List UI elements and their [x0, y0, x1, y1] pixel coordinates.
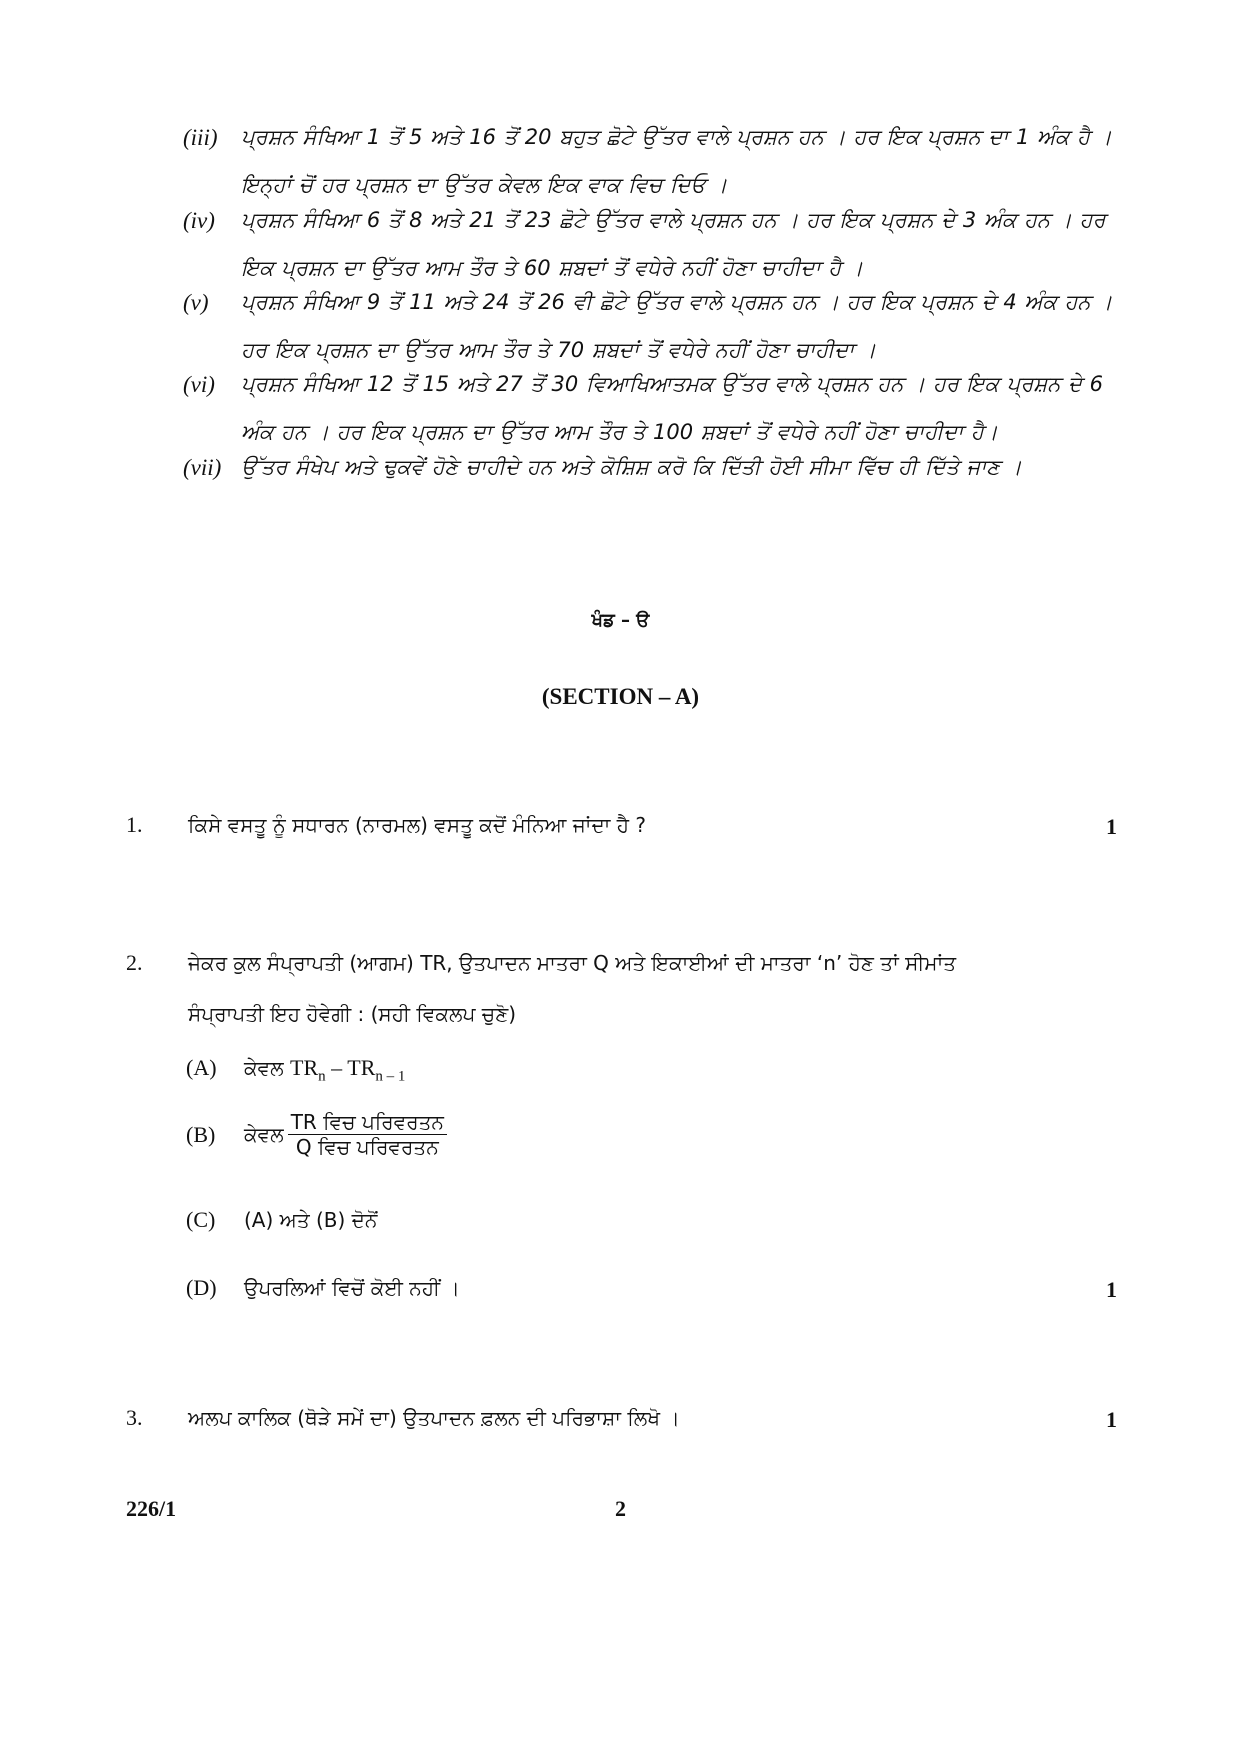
option-prefix: ਕੇਵਲ — [244, 1122, 284, 1147]
instruction-text: ਪ੍ਰਸ਼ਨ ਸੰਖਿਆ 9 ਤੋਂ 11 ਅਤੇ 24 ਤੋਂ 26 ਵੀ ਛੋਟੇ ਉੱਤਰ ਵਾਲੇ ਪ੍ਰਸ਼ਨ ਹਨ । ਹਰ ਇਕ ਪ੍ਰਸ਼ਨ ਦੇ 4 ਅੰਕ ਹਨ । ਹਰ ਇਕ ਪ੍ਰਸ਼ਨ ਦਾ ਉੱਤਰ ਆਮ ਤੌਰ ਤੇ 70 ਸ਼ਬਦਾਂ ਤੋਂ ਵਧੇਰੇ ਨਹੀਂ ਹੋਣਾ ਚਾਹੀਦਾ । — [241, 290, 1113, 362]
option-label: (D) — [186, 1275, 217, 1300]
option-a — [186, 1055, 405, 1085]
option-c — [186, 1207, 377, 1233]
option-prefix: ਕੇਵਲ — [244, 1056, 284, 1080]
instruction-text: ਪ੍ਰਸ਼ਨ ਸੰਖਿਆ 12 ਤੋਂ 15 ਅਤੇ 27 ਤੋਂ 30 ਵਿਆਖਿਆਤਮਕ ਉੱਤਰ ਵਾਲੇ ਪ੍ਰਸ਼ਨ ਹਨ । ਹਰ ਇਕ ਪ੍ਰਸ਼ਨ ਦੇ 6 ਅੰਕ ਹਨ । ਹਰ ਇਕ ਪ੍ਰਸ਼ਨ ਦਾ ਉੱਤਰ ਆਮ ਤੌਰ ਤੇ 100 ਸ਼ਬਦਾਂ ਤੋਂ ਵਧੇਰੇ ਨਹੀਂ ਹੋਣਾ ਚਾਹੀਦਾ ਹੈ। — [241, 372, 1103, 444]
question-number: 2. — [126, 950, 143, 975]
question-2 — [126, 950, 1116, 1040]
option-label: (C) — [186, 1207, 216, 1232]
paper-code: 226/1 — [126, 1496, 177, 1521]
option-b — [186, 1110, 447, 1159]
option-text: ਉਪਰਲਿਆਂ ਵਿਚੋਂ ਕੋਈ ਨਹੀਂ । — [244, 1276, 460, 1300]
section-heading-english: (SECTION – A) — [541, 684, 700, 709]
option-d — [186, 1275, 460, 1301]
question-text-line-1: ਜੇਕਰ ਕੁਲ ਸੰਪ੍ਰਾਪਤੀ (ਆਗਮ) TR, ਉਤਪਾਦਨ ਮਾਤਰਾ Q ਅਤੇ ਇਕਾਈਆਂ ਦੀ ਮਾਤਰਾ ‘n’ ਹੋਣ ਤਾਂ ਸੀਮਾਂਤ — [188, 951, 957, 975]
instruction-number: (vii) — [183, 455, 222, 480]
instruction-item — [183, 455, 1123, 491]
instruction-number: (iv) — [183, 208, 215, 233]
fraction-denominator: Q ਵਿਚ ਪਰਿਵਰਤਨ — [295, 1135, 439, 1159]
question-text: ਅਲਪ ਕਾਲਿਕ (ਥੋੜੇ ਸਮੇਂ ਦਾ) ਉਤਪਾਦਨ ਫ਼ਲਨ ਦੀ ਪਰਿਭਾਸ਼ਾ ਲਿਖੋ । — [188, 1406, 680, 1430]
instruction-number: (v) — [183, 290, 209, 315]
question-number: 3. — [126, 1405, 143, 1430]
question-3 — [126, 1405, 1116, 1444]
option-label: (A) — [186, 1055, 217, 1080]
instruction-text: ਪ੍ਰਸ਼ਨ ਸੰਖਿਆ 6 ਤੋਂ 8 ਅਤੇ 21 ਤੋਂ 23 ਛੋਟੇ ਉੱਤਰ ਵਾਲੇ ਪ੍ਰਸ਼ਨ ਹਨ । ਹਰ ਇਕ ਪ੍ਰਸ਼ਨ ਦੇ 3 ਅੰਕ ਹਨ । ਹਰ ਇਕ ਪ੍ਰਸ਼ਨ ਦਾ ਉੱਤਰ ਆਮ ਤੌਰ ਤੇ 60 ਸ਼ਬਦਾਂ ਤੋਂ ਵਧੇਰੇ ਨਹੀਂ ਹੋਣਾ ਚਾਹੀਦਾ ਹੈ । — [241, 208, 1106, 280]
question-number: 1. — [126, 812, 143, 837]
page-number: 2 — [615, 1496, 626, 1521]
option-text: (A) ਅਤੇ (B) ਦੋਨੋਂ — [244, 1208, 378, 1232]
option-fraction — [288, 1110, 447, 1159]
fraction-numerator: TR ਵਿਚ ਪਰਿਵਰਤਨ — [288, 1110, 447, 1135]
option-label: (B) — [186, 1121, 216, 1147]
section-heading-punjabi: ਖੰਡ – ੳ — [591, 610, 650, 631]
marks-q2: 1 — [1106, 1277, 1117, 1302]
option-formula: $TR_n - TR_{n - 1}$ — [290, 1055, 406, 1085]
marks-q3: 1 — [1106, 1407, 1117, 1432]
question-text-line-2: ਸੰਪ੍ਰਾਪਤੀ ਇਹ ਹੋਵੇਗੀ : (ਸਹੀ ਵਿਕਲਪ ਚੁਣੋ) — [188, 1002, 517, 1026]
instruction-number: (vi) — [183, 372, 215, 397]
question-1 — [126, 812, 1116, 851]
instruction-text: ਪ੍ਰਸ਼ਨ ਸੰਖਿਆ 1 ਤੋਂ 5 ਅਤੇ 16 ਤੋਂ 20 ਬਹੁਤ ਛੋਟੇ ਉੱਤਰ ਵਾਲੇ ਪ੍ਰਸ਼ਨ ਹਨ । ਹਰ ਇਕ ਪ੍ਰਸ਼ਨ ਦਾ 1 ਅੰਕ ਹੈ । ਇਨ੍ਹਾਂ ਚੋਂ ਹਰ ਪ੍ਰਸ਼ਨ ਦਾ ਉੱਤਰ ਕੇਵਲ ਇਕ ਵਾਕ ਵਿਚ ਦਿਓ । — [241, 125, 1112, 197]
instruction-text: ਉੱਤਰ ਸੰਖੇਪ ਅਤੇ ਢੁਕਵੇਂ ਹੋਣੇ ਚਾਹੀਦੇ ਹਨ ਅਤੇ ਕੋਸ਼ਿਸ਼ ਕਰੋ ਕਿ ਦਿੱਤੀ ਹੋਈ ਸੀਮਾ ਵਿੱਚ ਹੀ ਦਿੱਤੇ ਜਾਣ । — [241, 455, 1022, 479]
instruction-number: (iii) — [183, 125, 218, 150]
marks-q1: 1 — [1106, 814, 1117, 839]
question-text: ਕਿਸੇ ਵਸਤੂ ਨੂੰ ਸਧਾਰਨ (ਨਾਰਮਲ) ਵਸਤੂ ਕਦੋਂ ਮੰਨਿਆ ਜਾਂਦਾ ਹੈ ? — [188, 813, 647, 837]
